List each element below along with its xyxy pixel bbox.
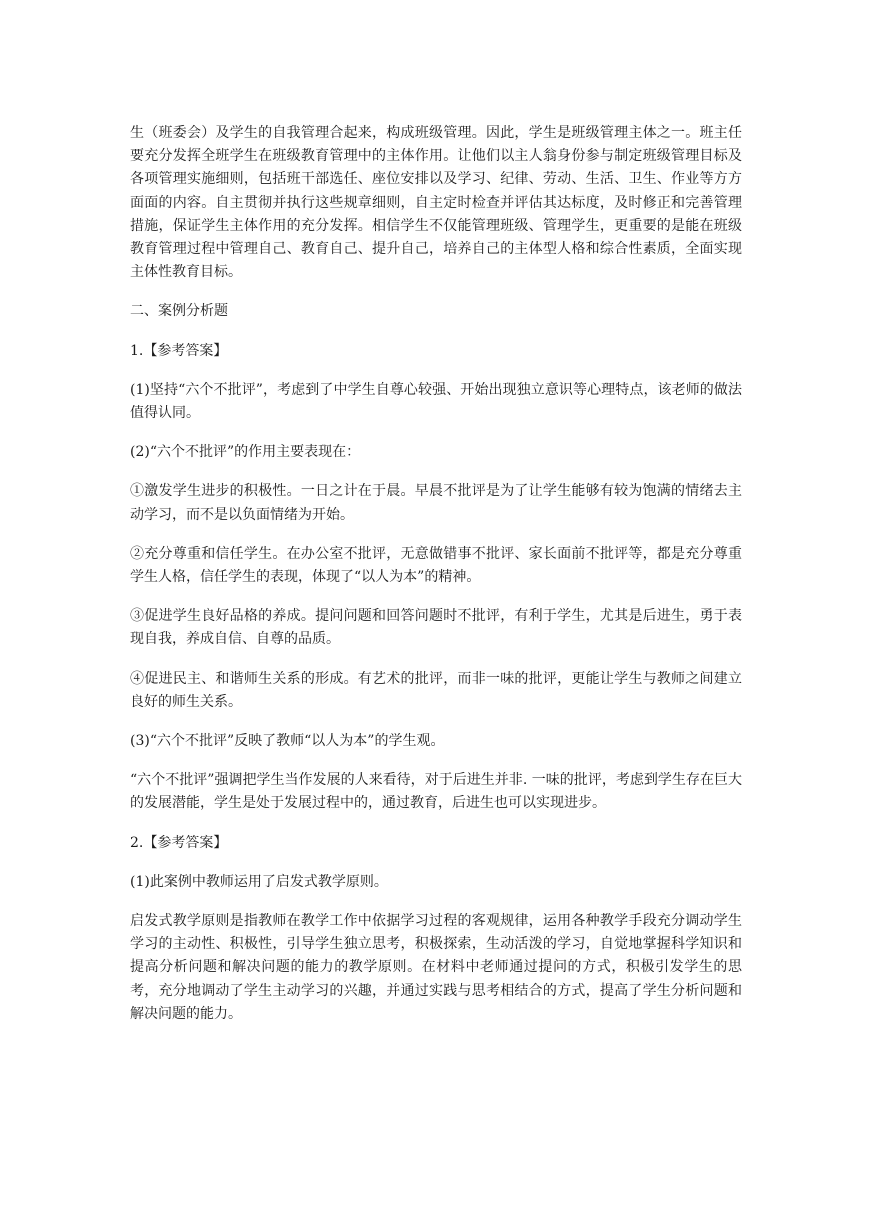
paragraph-point-2: ②充分尊重和信任学生。在办公室不批评，无意做错事不批评、家长面前不批评等，都是充分尊重学生人格，信任学生的表现，体现了“以人为本”的精神。 [130, 545, 742, 586]
paragraph-answer-1-part-1: (1)坚持“六个不批评”，考虑到了中学生自尊心较强、开始出现独立意识等心理特点，该老师的做法值得认同。 [130, 381, 742, 422]
answer-heading-1: 1.【参考答案】 [130, 342, 228, 359]
paragraph-point-3: ③促进学生良好品格的养成。提问问题和回答问题时不批评，有利于学生，尤其是后进生，勇于表现自我，养成自信、自尊的品质。 [130, 608, 742, 648]
paragraph-point-4: ④促进民主、和谐师生关系的形成。有艺术的批评，而非一味的批评，更能让学生与教师之间建立良好的师生关系。 [130, 670, 742, 710]
paragraph-heuristic-principle: 启发式教学原则是指教师在教学工作中依据学习过程的客观规律，运用各种教学手段充分调动学生学习的主动性、积极性，引导学生独立思考，积极探索，生动活泼的学习，自觉地掌握科学知识和提高分析问题和解决问题的能力的教学原则。在材料中老师通过提问的方式，积极引发学生的思考，充分地调动了学生主动学习的兴趣，并通过实践与思考相结合的方式，提高了学生分析问题和解决问题的能力。 [130, 913, 742, 1022]
paragraph-class-management: 生（班委会）及学生的自我管理合起来，构成班级管理。因此，学生是班级管理主体之一。班主任要充分发挥全班学生在班级教育管理中的主体作用。让他们以主人翁身份参与制定班级管理目标及各项管理实施细则，包括班干部选任、座位安排以及学习、纪律、劳动、生活、卫生、作业等方方面面的内容。自主贯彻并执行这些规章细则，自主定时检查并评估其达标度，及时修正和完善管理措施，保证学生主体作用的充分发挥。相信学生不仅能管理班级、管理学生，更重要的是能在班级教育管理过程中管理自己、教育自己、提升自己，培养自己的主体型人格和综合性素质，全面实现主体性教育目标。 [130, 125, 742, 281]
section-heading-case-analysis: 二、案例分析题 [130, 303, 228, 320]
document-page [130, 122, 742, 1042]
paragraph-answer-1-part-2: (2)“六个不批评”的作用主要表现在： [130, 444, 361, 461]
answer-heading-2: 2.【参考答案】 [130, 834, 228, 851]
paragraph-answer-2-part-1: (1)此案例中教师运用了启发式教学原则。 [130, 873, 388, 890]
paragraph-point-1: ①激发学生进步的积极性。一日之计在于晨。早晨不批评是为了让学生能够有较为饱满的情绪去主动学习，而不是以负面情绪为开始。 [130, 483, 742, 523]
paragraph-answer-1-part-3: (3)“六个不批评”反映了教师“以人为本”的学生观。 [130, 733, 445, 750]
paragraph-student-view: “六个不批评”强调把学生当作发展的人来看待，对于后进生并非. 一味的批评，考虑到学生存在巨大的发展潜能，学生是处于发展过程中的，通过教育，后进生也可以实现进步。 [130, 772, 742, 812]
